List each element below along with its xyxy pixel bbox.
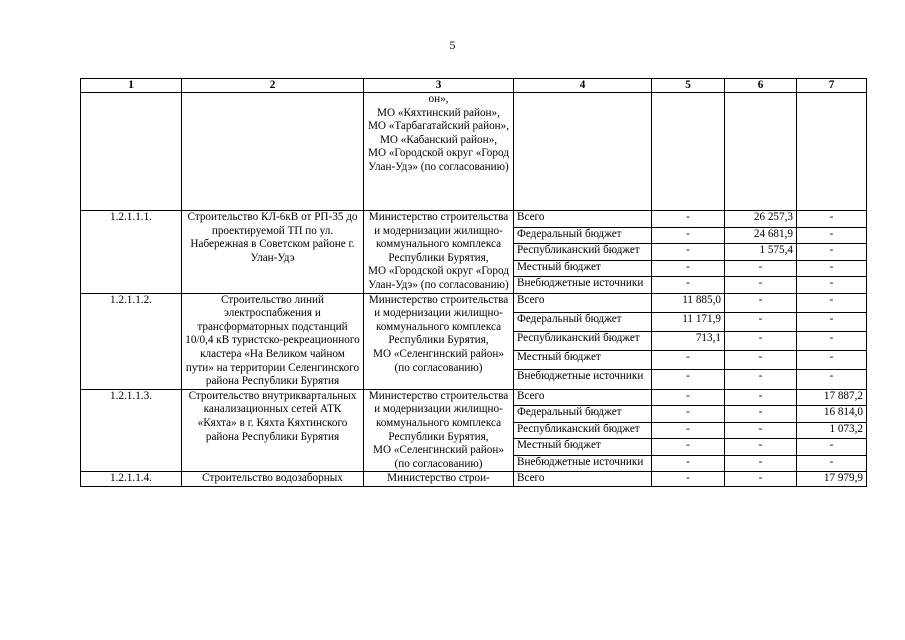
amount-c7: - <box>797 227 867 244</box>
continuation-responsible <box>364 93 514 211</box>
amount-c6: 1 575,4 <box>725 244 797 261</box>
item-responsible: Министерство строи- <box>364 472 514 487</box>
amount-c6: - <box>725 293 797 312</box>
funding-source: Республиканский бюджет <box>514 332 652 351</box>
program-table <box>80 78 867 487</box>
funding-source: Республиканский бюджет <box>514 422 652 439</box>
amount-c5: - <box>652 472 725 487</box>
funding-source: Республиканский бюджет <box>514 244 652 261</box>
continuation-c7 <box>797 93 867 211</box>
item-name: Строительство КЛ-6кВ от РП-35 до проектируемой ТП по ул. Набережная в Советском районе г. Улан-Удэ <box>182 211 364 294</box>
amount-c5: - <box>652 351 725 370</box>
column-header-2: 2 <box>182 79 364 93</box>
continuation-row <box>81 93 867 211</box>
funding-source: Внебюджетные источники <box>514 370 652 389</box>
funding-source: Внебюджетные источники <box>514 277 652 294</box>
page-number: 5 <box>449 38 456 52</box>
continuation-c5 <box>652 93 725 211</box>
continuation-responsible-text: он», МО «Кяхтинский район», МО «Тарбагатайский район», МО «Кабанский район», МО «Городской округ «Город Улан-Удэ» (по согласованию) <box>367 93 510 173</box>
amount-c6: - <box>725 472 797 487</box>
continuation-c6 <box>725 93 797 211</box>
amount-c5: - <box>652 406 725 423</box>
amount-c5: 11 885,0 <box>652 293 725 312</box>
amount-c7: - <box>797 260 867 277</box>
amount-c6: - <box>725 389 797 406</box>
funding-source: Местный бюджет <box>514 260 652 277</box>
amount-c7: - <box>797 332 867 351</box>
funding-source: Всего <box>514 389 652 406</box>
amount-c6: - <box>725 277 797 294</box>
amount-c6: - <box>725 332 797 351</box>
column-header-3: 3 <box>364 79 514 93</box>
amount-c7: - <box>797 211 867 228</box>
amount-c6: - <box>725 455 797 472</box>
item-number: 1.2.1.1.3. <box>81 389 182 472</box>
funding-source: Местный бюджет <box>514 439 652 456</box>
amount-c7: - <box>797 312 867 331</box>
amount-c7: 1 073,2 <box>797 422 867 439</box>
amount-c7: 17 887,2 <box>797 389 867 406</box>
item-name: Строительство внутриквартальных канализационных сетей АТК «Кяхта» в г. Кяхта Кяхтинского района Республики Бурятия <box>182 389 364 472</box>
funding-source: Федеральный бюджет <box>514 227 652 244</box>
amount-c7: - <box>797 351 867 370</box>
column-header-5: 5 <box>652 79 725 93</box>
amount-c5: - <box>652 260 725 277</box>
amount-c5: - <box>652 439 725 456</box>
amount-c5: 11 171,9 <box>652 312 725 331</box>
column-header-7: 7 <box>797 79 867 93</box>
continuation-name <box>182 93 364 211</box>
item-number: 1.2.1.1.4. <box>81 472 182 487</box>
amount-c7: 16 814,0 <box>797 406 867 423</box>
amount-c6: - <box>725 406 797 423</box>
amount-c5: - <box>652 211 725 228</box>
amount-c5: 713,1 <box>652 332 725 351</box>
item-name: Строительство линий электроспабжения и трансформаторных подстанций 10/0,4 кВ туристско-рекреационного кластера «На Великом чайном пути» на территории Селенгинского района Республики Бурятия <box>182 293 364 389</box>
item-responsible: Министерство строительства и модернизации жилищно-коммунального комплекса Республики Бурятия, МО «Селенгинский район» (по согласованию) <box>364 389 514 472</box>
item-number: 1.2.1.1.1. <box>81 211 182 294</box>
amount-c7: - <box>797 277 867 294</box>
column-header-1: 1 <box>81 79 182 93</box>
funding-source: Всего <box>514 472 652 487</box>
amount-c6: 26 257,3 <box>725 211 797 228</box>
funding-source: Местный бюджет <box>514 351 652 370</box>
amount-c5: - <box>652 422 725 439</box>
funding-source: Всего <box>514 211 652 228</box>
item-number: 1.2.1.1.2. <box>81 293 182 389</box>
funding-source: Внебюджетные источники <box>514 455 652 472</box>
amount-c6: - <box>725 260 797 277</box>
column-header-4: 4 <box>514 79 652 93</box>
continuation-number <box>81 93 182 211</box>
item-row <box>81 472 867 487</box>
funding-source: Всего <box>514 293 652 312</box>
amount-c7: - <box>797 244 867 261</box>
amount-c6: - <box>725 351 797 370</box>
amount-c6: 24 681,9 <box>725 227 797 244</box>
item-responsible: Министерство строительства и модернизации жилищно-коммунального комплекса Республики Бурятия, МО «Селенгинский район» (по согласованию) <box>364 293 514 389</box>
amount-c6: - <box>725 312 797 331</box>
amount-c5: - <box>652 227 725 244</box>
item-row <box>81 389 867 406</box>
amount-c7: - <box>797 370 867 389</box>
funding-source: Федеральный бюджет <box>514 312 652 331</box>
table-header <box>81 79 867 93</box>
amount-c5: - <box>652 455 725 472</box>
amount-c5: - <box>652 370 725 389</box>
amount-c6: - <box>725 370 797 389</box>
table-body <box>81 93 867 487</box>
amount-c7: 17 979,9 <box>797 472 867 487</box>
column-header-6: 6 <box>725 79 797 93</box>
amount-c7: - <box>797 293 867 312</box>
item-responsible: Министерство строительства и модернизации жилищно-коммунального комплекса Республики Бурятия, МО «Городской округ «Город Улан-Удэ» (по согласованию) <box>364 211 514 294</box>
amount-c5: - <box>652 389 725 406</box>
amount-c7: - <box>797 455 867 472</box>
funding-source: Федеральный бюджет <box>514 406 652 423</box>
item-row <box>81 293 867 312</box>
amount-c6: - <box>725 439 797 456</box>
amount-c5: - <box>652 277 725 294</box>
amount-c6: - <box>725 422 797 439</box>
amount-c5: - <box>652 244 725 261</box>
item-name: Строительство водозаборных <box>182 472 364 487</box>
continuation-source <box>514 93 652 211</box>
amount-c7: - <box>797 439 867 456</box>
item-row <box>81 211 867 228</box>
